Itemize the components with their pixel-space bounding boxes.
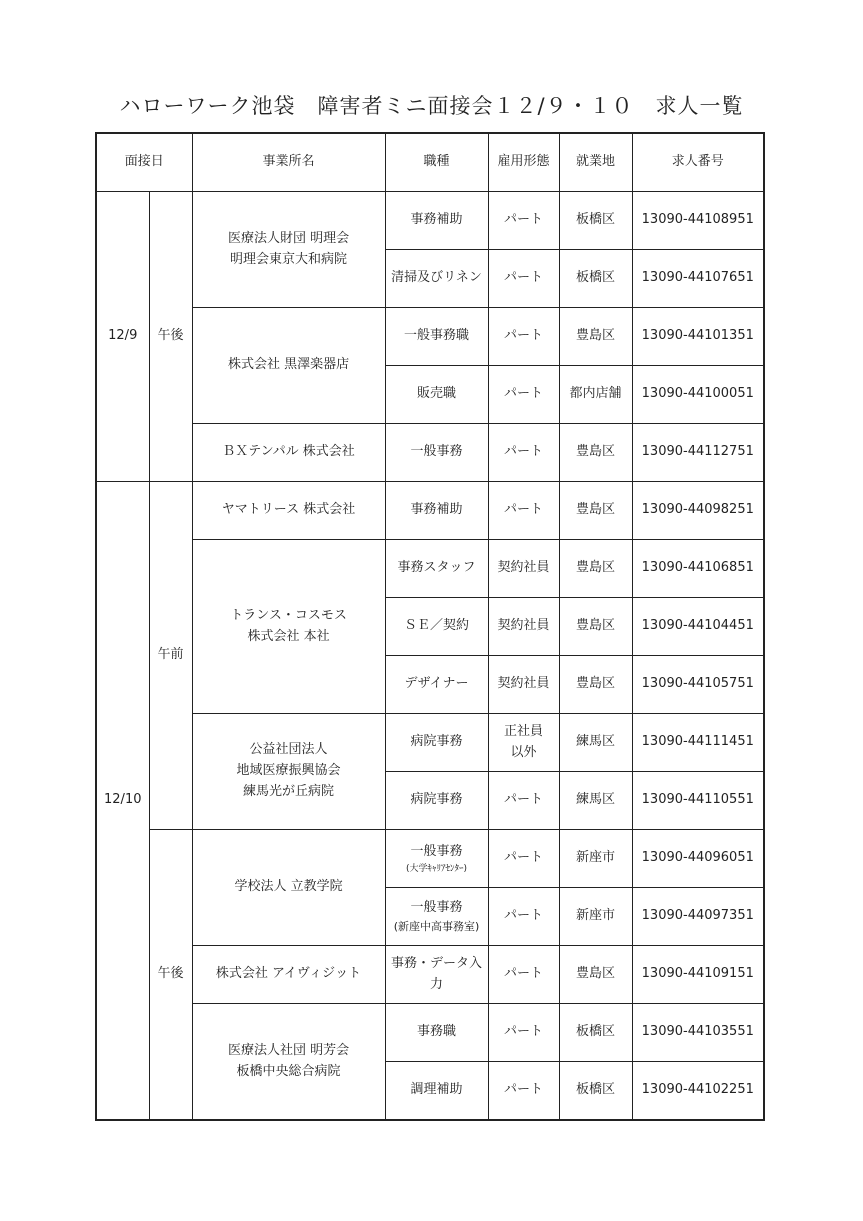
employment-cell: パート — [488, 946, 559, 1004]
company-cell — [192, 192, 385, 308]
header-job: 職種 — [385, 133, 488, 192]
job-cell: 病院事務 — [385, 714, 488, 772]
location-cell: 豊島区 — [559, 308, 632, 366]
number-cell: 13090-44098251 — [632, 482, 764, 540]
job-cell: 事務・データ入力 — [385, 946, 488, 1004]
table-row — [96, 482, 764, 540]
job-cell: 事務補助 — [385, 482, 488, 540]
employment-cell: パート — [488, 830, 559, 888]
number-cell: 13090-44110551 — [632, 772, 764, 830]
job-cell — [385, 830, 488, 888]
company-cell — [192, 1004, 385, 1121]
date-cell-12-10: 12/10 — [96, 482, 149, 1121]
number-cell: 13090-44102251 — [632, 1062, 764, 1121]
location-cell: 豊島区 — [559, 656, 632, 714]
number-cell: 13090-44096051 — [632, 830, 764, 888]
job-cell: 病院事務 — [385, 772, 488, 830]
job-cell: 事務補助 — [385, 192, 488, 250]
table-header-row — [96, 133, 764, 192]
number-cell: 13090-44104451 — [632, 598, 764, 656]
header-company: 事業所名 — [192, 133, 385, 192]
location-cell: 豊島区 — [559, 424, 632, 482]
company-line: 医療法人財団 明理会 — [227, 230, 350, 246]
number-cell: 13090-44108951 — [632, 192, 764, 250]
employment-cell — [488, 714, 559, 772]
location-cell: 豊島区 — [559, 482, 632, 540]
job-title: 一般事務 — [410, 843, 463, 859]
location-cell: 豊島区 — [559, 598, 632, 656]
location-cell: 都内店舗 — [559, 366, 632, 424]
job-subtitle: (新座中高事務室) — [393, 920, 480, 934]
company-line: 公益社団法人 — [249, 742, 328, 758]
table-row — [96, 424, 764, 482]
number-cell: 13090-44097351 — [632, 888, 764, 946]
location-cell: 豊島区 — [559, 946, 632, 1004]
number-cell: 13090-44105751 — [632, 656, 764, 714]
employment-line: 以外 — [510, 744, 537, 760]
job-cell: ＳＥ／契約 — [385, 598, 488, 656]
company-cell — [192, 540, 385, 714]
location-cell: 豊島区 — [559, 540, 632, 598]
number-cell: 13090-44109151 — [632, 946, 764, 1004]
job-title: 一般事務 — [410, 900, 463, 916]
company-cell: ヤマトリース 株式会社 — [192, 482, 385, 540]
job-cell — [385, 888, 488, 946]
date-cell-12-9: 12/9 — [96, 192, 149, 482]
employment-cell: パート — [488, 366, 559, 424]
employment-cell: パート — [488, 1062, 559, 1121]
page-title: ハローワーク池袋 障害者ミニ面接会１２/９・１０ 求人一覧 — [119, 94, 744, 118]
employment-cell: 契約社員 — [488, 540, 559, 598]
employment-cell: パート — [488, 888, 559, 946]
company-line: 地域医療振興協会 — [236, 763, 341, 779]
number-cell: 13090-44101351 — [632, 308, 764, 366]
table-row — [96, 540, 764, 598]
number-cell: 13090-44106851 — [632, 540, 764, 598]
job-cell: 清掃及びリネン — [385, 250, 488, 308]
employment-cell: 契約社員 — [488, 656, 559, 714]
table-row — [96, 192, 764, 250]
header-employment: 雇用形態 — [488, 133, 559, 192]
employment-cell: パート — [488, 424, 559, 482]
company-cell — [192, 714, 385, 830]
company-cell: 株式会社 黒澤楽器店 — [192, 308, 385, 424]
job-cell: 調理補助 — [385, 1062, 488, 1121]
table-row — [96, 308, 764, 366]
company-line: トランス・コスモス — [230, 607, 347, 623]
location-cell: 板橋区 — [559, 192, 632, 250]
table-row — [96, 714, 764, 772]
job-cell: 一般事務 — [385, 424, 488, 482]
job-cell: 事務職 — [385, 1004, 488, 1062]
number-cell: 13090-44100051 — [632, 366, 764, 424]
company-line: 明理会東京大和病院 — [230, 251, 348, 267]
job-cell: 事務スタッフ — [385, 540, 488, 598]
location-cell: 新座市 — [559, 888, 632, 946]
employment-cell: パート — [488, 192, 559, 250]
period-cell-am: 午前 — [149, 482, 192, 830]
company-cell: 学校法人 立教学院 — [192, 830, 385, 946]
employment-cell: パート — [488, 1004, 559, 1062]
company-line: 株式会社 本社 — [247, 628, 330, 644]
job-cell: 一般事務職 — [385, 308, 488, 366]
company-line: 医療法人社団 明芳会 — [227, 1042, 350, 1058]
header-location: 就業地 — [559, 133, 632, 192]
number-cell: 13090-44107651 — [632, 250, 764, 308]
header-date: 面接日 — [96, 133, 192, 192]
employment-cell: 契約社員 — [488, 598, 559, 656]
location-cell: 板橋区 — [559, 1062, 632, 1121]
company-line: 板橋中央総合病院 — [236, 1063, 341, 1079]
location-cell: 板橋区 — [559, 250, 632, 308]
employment-line: 正社員 — [504, 723, 544, 739]
header-number: 求人番号 — [632, 133, 764, 192]
job-cell: デザイナー — [385, 656, 488, 714]
company-line: 練馬光が丘病院 — [243, 783, 335, 799]
employment-cell: パート — [488, 482, 559, 540]
job-cell: 販売職 — [385, 366, 488, 424]
period-cell-pm: 午後 — [149, 192, 192, 482]
number-cell: 13090-44103551 — [632, 1004, 764, 1062]
period-cell-pm: 午後 — [149, 830, 192, 1121]
company-cell: ＢＸテンパル 株式会社 — [192, 424, 385, 482]
company-cell: 株式会社 アイヴィジット — [192, 946, 385, 1004]
location-cell: 板橋区 — [559, 1004, 632, 1062]
job-subtitle: (大学ｷｬﾘｱｾﾝﾀｰ) — [406, 863, 468, 874]
location-cell: 新座市 — [559, 830, 632, 888]
table-row — [96, 1004, 764, 1062]
employment-cell: パート — [488, 772, 559, 830]
employment-cell: パート — [488, 308, 559, 366]
table-row — [96, 946, 764, 1004]
employment-cell: パート — [488, 250, 559, 308]
table-row — [96, 830, 764, 888]
job-listing-table — [95, 132, 765, 1121]
number-cell: 13090-44111451 — [632, 714, 764, 772]
location-cell: 練馬区 — [559, 772, 632, 830]
number-cell: 13090-44112751 — [632, 424, 764, 482]
location-cell: 練馬区 — [559, 714, 632, 772]
